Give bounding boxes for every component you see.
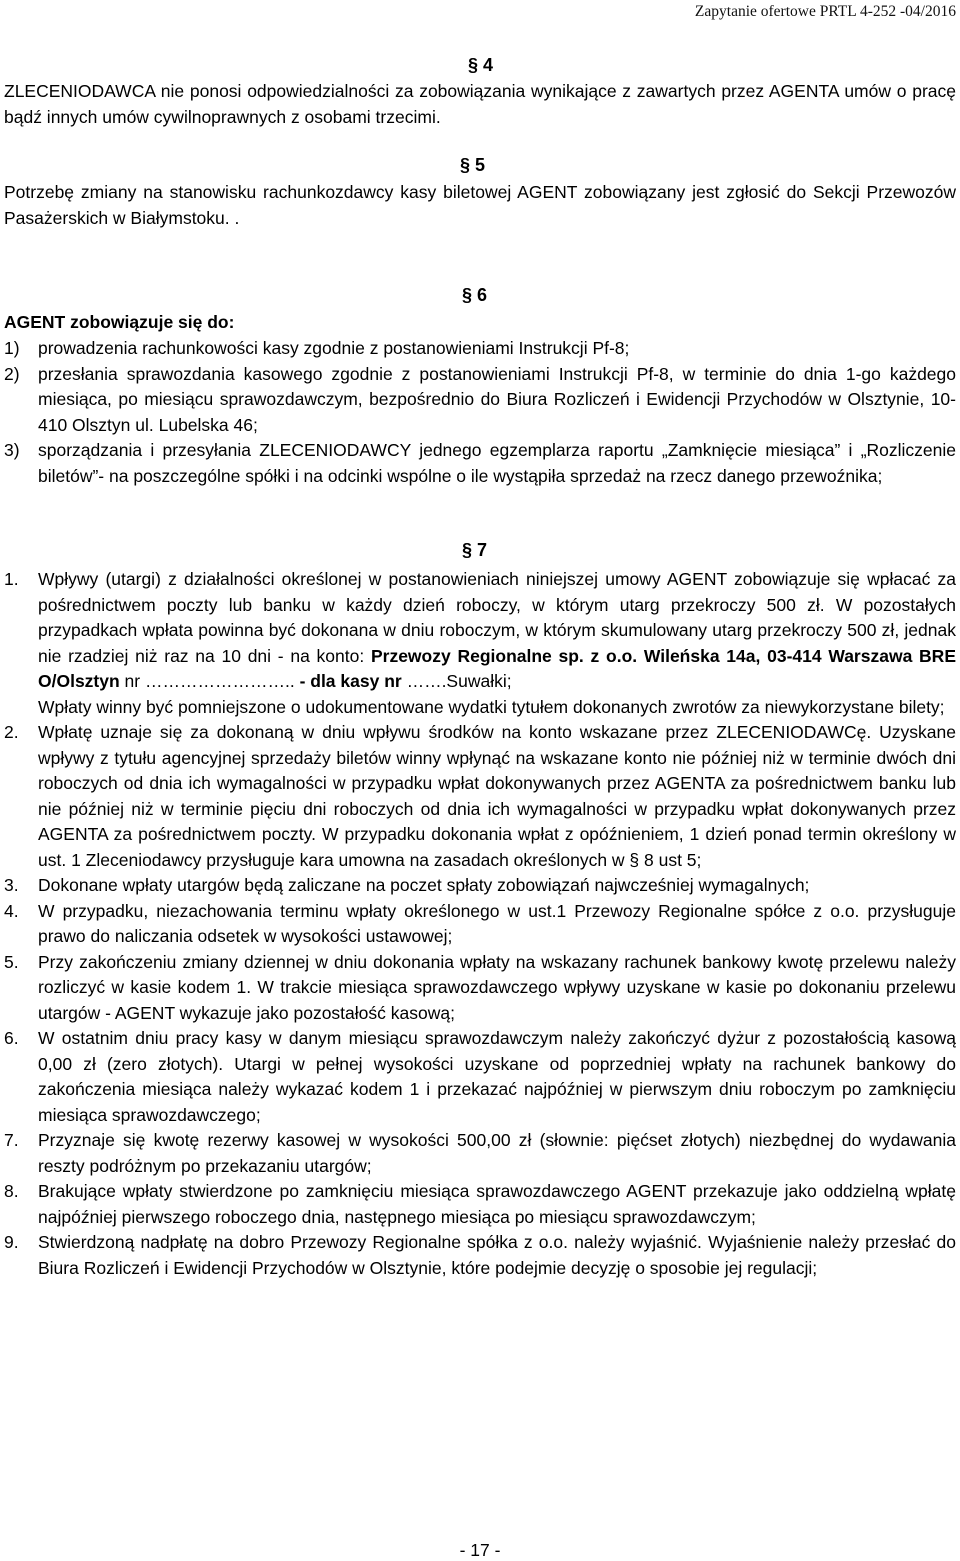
item-number: 9. [4,1232,19,1252]
page-number: - 17 - [459,1540,501,1560]
item-text [38,567,956,720]
item-text: Przyznaje się kwotę rezerwy kasowej w wysokości 500,00 zł (słownie: pięćset złotych) niezbędnej do wydawania reszty podróżnym po przekazaniu utargów; [38,1130,956,1176]
item-number: 1) [4,338,20,358]
item-text: sporządzania i przesyłania ZLECENIODAWCY jednego egzemplarza raportu „Zamknięcie miesiąca” i „Rozliczenie biletów”- na poszczególne spółki i na odcinki wspólne o ile wystąpiła sprzedaż na rzecz danego przewoźnika; [38,440,956,486]
list-item [4,567,956,720]
item-number: 4. [4,900,19,921]
item-text: Dokonane wpłaty utargów będą zaliczane na poczet spłaty zobowiązań najwcześniej wymagalnych; [38,875,810,895]
section-4-mark: § 4 [468,55,494,75]
section-6-mark: § 6 [462,285,488,305]
section-5-mark: § 5 [460,155,486,175]
bank-account-name: Przewozy Regionalne sp. z o.o. Wileńska 14a, 03-414 Warszawa BRE O/Olsztyn [38,645,956,691]
cashbox-location: …….Suwałki; [401,671,512,691]
item-lead-text: Wpływy (utargi) z działalności określonej w postanowieniach niniejszej umowy AGENT zobowiązuje się wpłacać za pośrednictwem poczty lub banku w każdy dzień roboczy, w którym utarg przekroczy 500 zł. W pozostałych przypadkach wpłata powinna być dokonana w dniu roboczym, w którym skumulowany utarg przekroczy 500 zł, jednak nie rzadziej niż raz na 10 dni - na konto: [38,569,956,666]
list-item [4,336,956,362]
list-item [4,720,956,873]
item-number: 8. [4,1181,19,1201]
account-number-placeholder: nr …………………….. [119,671,300,691]
item-number: 3. [4,875,19,895]
list-item [4,1128,956,1179]
item-number: 3) [4,440,20,460]
section-6-list [4,336,956,489]
list-item [4,1179,956,1230]
item-number: 6. [4,1028,19,1048]
item-number: 2. [4,722,19,742]
section-5-text: Potrzebę zmiany na stanowisku rachunkozdawcy kasy biletowej AGENT zobowiązany jest zgłosić do Sekcji Przewozów Pasażerskich w Białymstoku. . [4,182,956,228]
section-4-text: ZLECENIODAWCA nie ponosi odpowiedzialności za zobowiązania wynikające z zawartych przez AGENTA umów o pracę bądź innych umów cywilnoprawnych z osobami trzecimi. [4,81,956,127]
item-text: W przypadku, niezachowania terminu wpłaty określonego w ust.1 Przewozy Regionalne spółce z o.o. przysługuje prawo do naliczania odsetek w wysokości ustawowej; [38,900,956,946]
item-text: prowadzenia rachunkowości kasy zgodnie z postanowieniami Instrukcji Pf-8; [38,338,630,358]
item-text: Stwierdzoną nadpłatę na dobro Przewozy Regionalne spółka z o.o. należy wyjaśnić. Wyjaśnienie należy przesłać do Biura Rozliczeń i Ewidencji Przychodów w Olsztynie, które podejmie decyzję o sposobie jej regulacji; [38,1232,956,1278]
section-7-mark: § 7 [462,540,488,560]
item-text: Brakujące wpłaty stwierdzone po zamknięciu miesiąca sprawozdawczego AGENT przekazuje jako oddzielną wpłatę najpóźniej pierwszego roboczego dnia, następnego miesiąca po miesiącu sprawozdawczym; [38,1181,956,1227]
item-extra-text: Wpłaty winny być pomniejszone o udokumentowane wydatki tytułem dokonanych zwrotów za niewykorzystane bilety; [38,696,945,717]
item-number: 7. [4,1130,19,1150]
item-text: Wpłatę uznaje się za dokonaną w dniu wpływu środków na konto wskazane przez ZLECENIODAWCę. Uzyskane wpływy z tytułu agencyjnej sprzedaży biletów winny wpłynąć na wskazane konto nie później niż w terminie dwóch dni roboczych od dnia ich wymagalności w przypadku wpłat dokonywanych przez AGENTA za pośrednictwem banku lub nie później niż w terminie pięciu dni roboczych od dnia ich wymagalności w przypadku wpłat dokonywanych przez AGENTA za pośrednictwem poczty. W przypadku dokonania wpłat z opóźnieniem, 1 dzień ponad termin określony w ust. 1 Zleceniodawcy przysługuje kara umowna na zasadach określonych w § 8 ust 5; [38,722,956,870]
item-text: W ostatnim dniu pracy kasy w danym miesiącu sprawozdawczym należy zakończyć dyżur z pozostałością kasową 0,00 zł (zero złotych). Utargi w pełnej wysokości uzyskane od poprzedniej wpłaty na rachunek bankowy do zakończenia miesiąca należy wykazać kodem 1 i przekazać najpóźniej w pierwszym dniu roboczym po zamknięciu miesiąca sprawozdawczego; [38,1028,956,1125]
list-item [4,438,956,489]
item-text: Przy zakończeniu zmiany dziennej w dniu dokonania wpłaty na wskazany rachunek bankowy kwotę przelewu należy rozliczyć w kasie kodem 1. W trakcie miesiąca sprawozdawczego wpływy uzyskane w kasie po dokonaniu przelewu utargów - AGENT wykazuje jako pozostałość kasową; [38,951,956,1023]
list-item [4,873,956,899]
list-item [4,1026,956,1128]
item-number: 1. [4,569,19,589]
item-number: 5. [4,951,19,972]
list-item [4,899,956,950]
list-item [4,362,956,439]
section-7-list [4,567,956,1281]
item-text: przesłania sprawozdania kasowego zgodnie z postanowieniami Instrukcji Pf-8, w terminie do dnia 1-go każdego miesiąca, po miesiącu sprawozdawczym, bezpośrednio do Biura Rozliczeń i Ewidencji Przychodów w Olsztynie, 10-410 Olsztyn ul. Lubelska 46; [38,363,956,435]
page-header: Zapytanie ofertowe PRTL 4-252 -04/2016 [694,3,956,20]
item-number: 2) [4,363,20,384]
section-6-intro: AGENT zobowiązuje się do: [4,312,235,332]
list-item [4,1230,956,1281]
list-item [4,950,956,1027]
cashbox-label: - dla kasy nr [299,671,402,691]
